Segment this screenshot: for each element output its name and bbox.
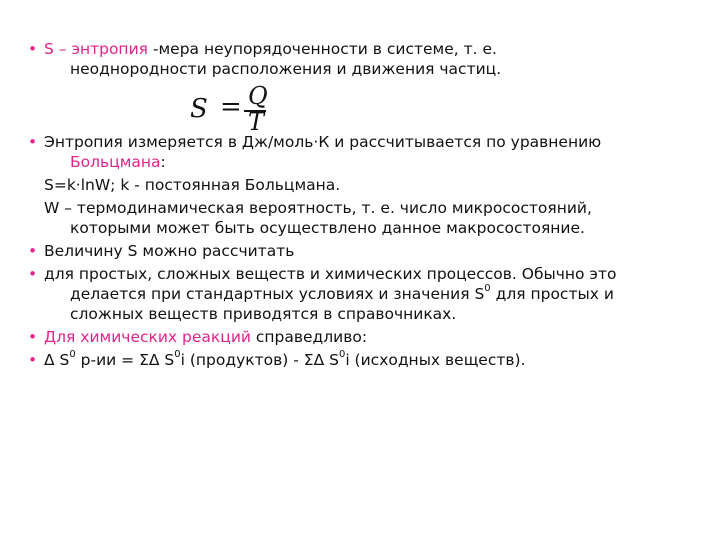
bullet-line-delta-s-equation: [28, 348, 694, 370]
reactions-link-text: Для химических реакций: [44, 328, 251, 346]
text-line-continuation: которыми может быть осуществлено данное макросостояние.: [70, 219, 585, 237]
formula-equals: =: [220, 92, 242, 122]
text-part: i (исходных веществ).: [345, 351, 526, 369]
formula-denominator: T: [248, 108, 265, 136]
superscript: 0: [338, 348, 346, 360]
boltzmann-link-text: Больцмана: [70, 153, 161, 171]
text-part: делается при стандартных условиях и значения S: [70, 285, 485, 303]
bullet-marker: •: [28, 40, 38, 58]
bullet-marker: •: [28, 242, 38, 260]
text-part: р-ии = ΣΔ S: [75, 351, 175, 369]
superscript: 0: [484, 282, 491, 294]
bullet-line-units: [28, 133, 694, 152]
superscript: 0: [174, 348, 181, 360]
text-part: i (продуктов) - ΣΔ S: [180, 351, 339, 369]
bullet-marker: •: [28, 328, 38, 346]
text-line-boltzmann-equation: S=k·lnW; k - постоянная Больцмана.: [44, 176, 341, 194]
text-part: Δ S: [44, 351, 70, 369]
units-text: Энтропия измеряется в Дж/моль·К и рассчитывается по уравнению: [44, 133, 602, 151]
text-part: для простых и: [490, 285, 614, 303]
entropy-formula: [190, 82, 286, 136]
bullet-marker: •: [28, 265, 38, 283]
bullet-line-calc: [28, 242, 694, 261]
entropy-term: S – энтропия: [44, 40, 148, 58]
bullet-marker: •: [28, 133, 38, 151]
text-line-w-definition: W – термодинамическая вероятность, т. е. число микросостояний,: [44, 199, 592, 217]
entropy-definition-text: -мера неупорядоченности в системе, т. е.: [147, 40, 497, 58]
formula-numerator: Q: [248, 82, 268, 110]
text-line-boltzmann: [44, 153, 720, 172]
bullet-line-entropy-definition: [28, 40, 694, 59]
text-line-continuation: сложных веществ приводятся в справочниках.: [70, 305, 457, 323]
text-line-standard-conditions: [44, 282, 720, 304]
bullet-line-substances: [28, 265, 694, 284]
substances-text: для простых, сложных веществ и химических процессов. Обычно это: [44, 265, 617, 283]
reactions-text: справедливо:: [250, 328, 368, 346]
colon-text: :: [160, 153, 166, 171]
bullet-line-reactions: [28, 328, 694, 347]
superscript: 0: [69, 348, 76, 360]
bullet-marker: •: [28, 351, 38, 369]
calc-text: Величину S можно рассчитать: [44, 242, 295, 260]
text-line-continuation: неоднородности расположения и движения частиц.: [70, 60, 502, 78]
formula-s: S: [190, 94, 208, 124]
